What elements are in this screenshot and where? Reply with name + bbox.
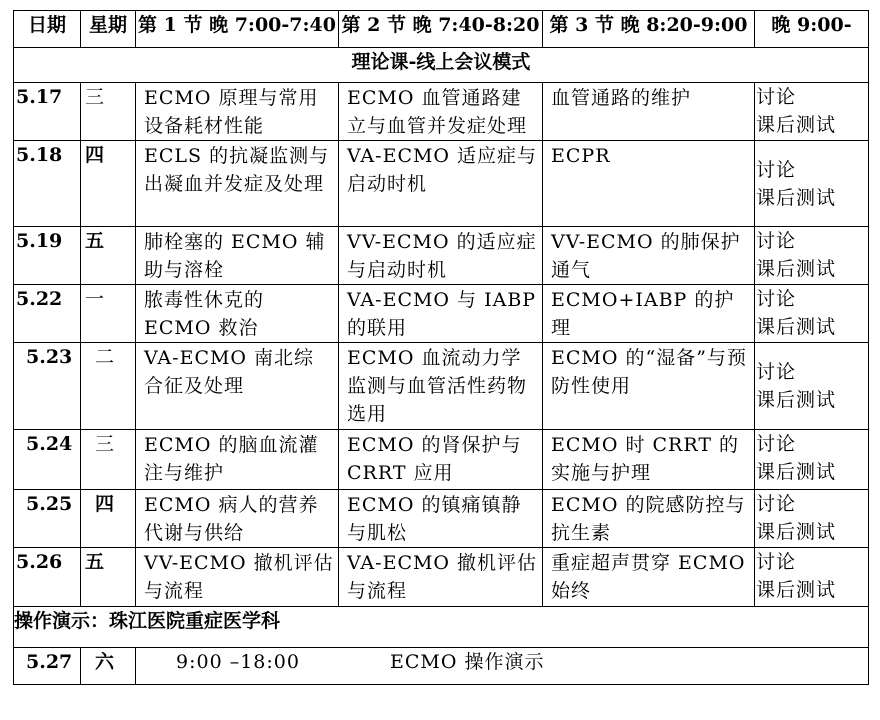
header-slot3: 第 3 节 晚 8:20-9:00 (543, 11, 755, 48)
row-date: 5.19 (14, 227, 81, 285)
row-date: 5.23 (14, 343, 81, 430)
schedule-table (13, 10, 869, 685)
row-weekday: 四 (81, 141, 136, 227)
demo-topic: ECMO 操作演示 (389, 651, 545, 673)
quiz-label: 课后测试 (756, 521, 837, 543)
table-row (14, 227, 869, 285)
header-weekday: 星期 (81, 11, 136, 48)
discussion-label: 讨论 (756, 158, 797, 181)
quiz-label: 课后测试 (756, 186, 837, 209)
row-discussion (755, 548, 869, 607)
row-weekday: 四 (81, 490, 136, 548)
discussion-label: 讨论 (756, 433, 797, 455)
row-discussion (755, 227, 869, 285)
quiz-label: 课后测试 (756, 461, 837, 483)
row-weekday: 三 (81, 430, 136, 490)
row-slot2: VV-ECMO 的适应症与启动时机 (339, 227, 543, 285)
quiz-label: 课后测试 (756, 114, 837, 136)
demo-time: 9:00 –18:00 (176, 651, 300, 673)
quiz-label: 课后测试 (756, 316, 837, 338)
row-slot3: ECMO+IABP 的护理 (543, 285, 755, 343)
row-slot3: VV-ECMO 的肺保护通气 (543, 227, 755, 285)
row-date: 5.17 (14, 83, 81, 141)
row-weekday: 五 (81, 548, 136, 607)
header-date: 日期 (14, 11, 81, 48)
discussion-label: 讨论 (756, 361, 797, 383)
row-slot3: ECMO 时 CRRT 的实施与护理 (543, 430, 755, 490)
row-slot2: ECMO 的镇痛镇静与肌松 (339, 490, 543, 548)
demo-weekday: 六 (81, 648, 136, 685)
demo-date: 5.27 (14, 648, 81, 685)
table-row (14, 141, 869, 227)
demo-row (14, 648, 869, 685)
header-slot1: 第 1 节 晚 7:00-7:40 (136, 11, 339, 48)
row-slot3: ECMO 的院感防控与抗生素 (543, 490, 755, 548)
quiz-label: 课后测试 (756, 258, 837, 280)
discussion-label: 讨论 (756, 86, 797, 108)
row-weekday: 五 (81, 227, 136, 285)
row-slot3: 血管通路的维护 (543, 83, 755, 141)
row-discussion (755, 141, 869, 227)
row-slot2: VA-ECMO 与 IABP 的联用 (339, 285, 543, 343)
row-date: 5.25 (14, 490, 81, 548)
row-slot1: VA-ECMO 南北综合征及处理 (136, 343, 339, 430)
demo-details (136, 648, 869, 685)
row-slot2: VA-ECMO 适应症与启动时机 (339, 141, 543, 227)
row-date: 5.18 (14, 141, 81, 227)
header-slot2: 第 2 节 晚 7:40-8:20 (339, 11, 543, 48)
row-date: 5.24 (14, 430, 81, 490)
row-discussion (755, 285, 869, 343)
table-row (14, 490, 869, 548)
row-weekday: 三 (81, 83, 136, 141)
table-row (14, 83, 869, 141)
row-slot2: ECMO 血流动力学监测与血管活性药物选用 (339, 343, 543, 430)
row-discussion (755, 430, 869, 490)
table-row (14, 343, 869, 430)
quiz-label: 课后测试 (756, 389, 837, 411)
table-row (14, 430, 869, 490)
discussion-label: 讨论 (756, 230, 797, 252)
quiz-label: 课后测试 (756, 579, 837, 601)
row-slot1: VV-ECMO 撤机评估与流程 (136, 548, 339, 607)
row-slot1: 脓毒性休克的 ECMO 救治 (136, 285, 339, 343)
header-slot4: 晚 9:00- (755, 11, 869, 48)
row-slot2: ECMO 血管通路建立与血管并发症处理 (339, 83, 543, 141)
discussion-label: 讨论 (756, 288, 797, 310)
row-slot1: 肺栓塞的 ECMO 辅助与溶栓 (136, 227, 339, 285)
header-row (14, 11, 869, 48)
banner-row (14, 48, 869, 83)
demo-section-title: 操作演示：珠江医院重症医学科 (14, 607, 869, 648)
section-title: 理论课-线上会议模式 (14, 48, 869, 83)
row-slot1: ECLS 的抗凝监测与出凝血并发症及处理 (136, 141, 339, 227)
discussion-label: 讨论 (756, 493, 797, 515)
row-slot2: VA-ECMO 撤机评估与流程 (339, 548, 543, 607)
row-slot1: ECMO 病人的营养代谢与供给 (136, 490, 339, 548)
row-discussion (755, 343, 869, 430)
table-row (14, 285, 869, 343)
row-slot3: ECMO 的“湿备”与预防性使用 (543, 343, 755, 430)
row-slot3: ECPR (543, 141, 755, 227)
row-slot1: ECMO 的脑血流灌注与维护 (136, 430, 339, 490)
row-discussion (755, 490, 869, 548)
row-slot2: ECMO 的肾保护与 CRRT 应用 (339, 430, 543, 490)
row-slot1: ECMO 原理与常用设备耗材性能 (136, 83, 339, 141)
discussion-label: 讨论 (756, 551, 797, 573)
row-date: 5.26 (14, 548, 81, 607)
table-row (14, 548, 869, 607)
row-slot3: 重症超声贯穿 ECMO 始终 (543, 548, 755, 607)
demo-section-row (14, 607, 869, 648)
row-date: 5.22 (14, 285, 81, 343)
row-discussion (755, 83, 869, 141)
row-weekday: 一 (81, 285, 136, 343)
row-weekday: 二 (81, 343, 136, 430)
